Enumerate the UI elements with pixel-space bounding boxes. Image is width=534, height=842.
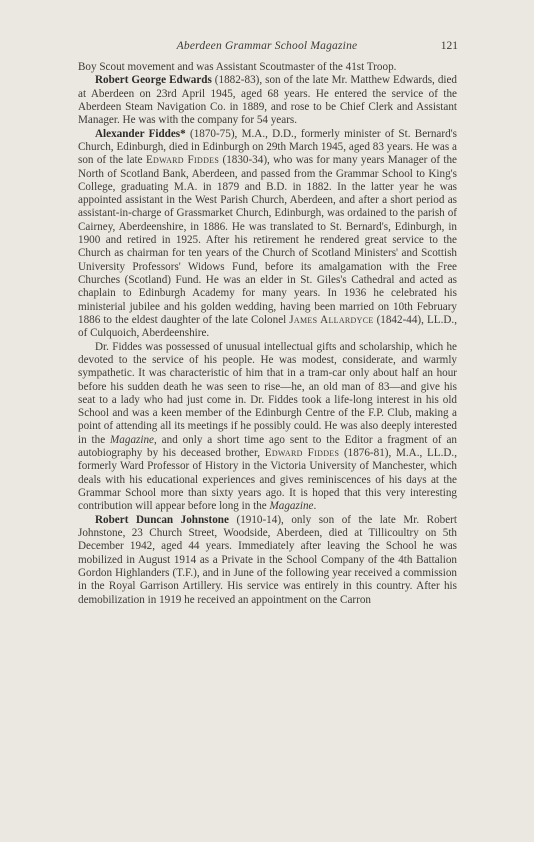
page-header bbox=[0, 40, 534, 56]
magazine-title: Magazine bbox=[110, 433, 154, 446]
obituary-entry-edwards bbox=[78, 74, 457, 127]
entry-text: (1910-14), only son of the late Mr. Robert Johnstone, 23 Church Street, Woodside, Aberdeen, died at Tillicoultry on 5th December 1942, aged 44 years. Immediately after leaving the School he was mobilized in August 1914 as a Private in the School Company of the 4th Battalion Gordon Highlanders (T.F.), and in June of the following year received a commission in the Royal Garrison Artillery. His service was entirely in this country. After his demobilization in 1919 he received an appointment on the Carron bbox=[78, 513, 457, 606]
entry-text: (1842-44), LL.D., of Culquoich, Aberdeenshire. bbox=[78, 313, 457, 340]
entry-name: Robert George Edwards bbox=[95, 74, 212, 87]
page-number: 121 bbox=[440, 40, 458, 52]
entry-text: (1830-34), who was for many years Manager of the North of Scotland Bank, Aberdeen, and passed from the Grammar School to King's College, graduating M.A. in 1879 and B.D. in 1882. In the latter year he was appointed assistant in the West Parish Church, Aberdeen, and after a short period as assistant-in-charge of Grassmarket Church, Edinburgh, was ordained to the parish of Cairney, Aberdeenshire, in 1886. He was translated to St. Bernard's, Edinburgh, in 1900 and retired in 1925. After his retirement he rendered great service to the Church as chairman for ten years of the Church of Scotland Ministers' and Scottish University Professors' Widows Fund, before its amalgamation with the Free Churches (Scotland) Fund. He was an elder in St. Giles's Cathedral and acted as chaplain to Edinburgh Academy for many years. In 1936 he celebrated his ministerial jubilee and his golden wedding, having been married on 10th February 1886 to the eldest daughter of the late Colonel bbox=[78, 154, 458, 326]
entry-text: (1870-75), M.A., D.D., formerly minister of St. Bernard's Church, Edinburgh, died in Edinburgh on 29th March 1945, aged 83 years. He was a son of the late bbox=[78, 127, 457, 167]
entry-name: Alexander Fiddes* bbox=[95, 127, 186, 140]
obituary-entry-fiddes bbox=[78, 128, 457, 341]
person-name-smallcaps: Edward Fiddes bbox=[264, 447, 340, 460]
magazine-title: Magazine bbox=[269, 500, 314, 513]
obituary-entry-fiddes-continued bbox=[78, 341, 457, 514]
entry-text: (1876-81), M.A., LL.D., formerly Ward Professor of History in the Victoria University of Manchester, which deals with his educational experiences and gives reminiscences of his days at the Grammar School more than sixty years ago. It is hoped that this very interesting contribution will appear before long in the bbox=[78, 447, 457, 513]
person-name-smallcaps: Edward Fiddes bbox=[145, 154, 220, 167]
article-body bbox=[78, 61, 457, 607]
obituary-entry-johnstone bbox=[78, 514, 457, 607]
entry-text: . bbox=[313, 500, 317, 513]
entry-text: Dr. Fiddes was possessed of unusual intellectual gifts and scholarship, which he devoted to the service of his people. He was modest, considerate, and warmly sympathetic. It was characteristic of him that in a tram-car only about half an hour before his sudden death he was seen to rise—he, an old man of 83—and give his seat to a lady who had just come in. Dr. Fiddes took a life-long interest in his old School and was a keen member of the Edinburgh Centre of the F.P. Club, making a point of attending all its meetings if he possibly could. He was also deeply interested in the bbox=[78, 340, 457, 446]
entry-text: , and only a short time ago sent to the Editor a fragment of an autobiography by his deceased brother, bbox=[78, 433, 457, 460]
entry-name: Robert Duncan Johnstone bbox=[95, 513, 229, 526]
continued-paragraph: Boy Scout movement and was Assistant Scoutmaster of the 41st Troop. bbox=[78, 61, 397, 73]
running-title: Aberdeen Grammar School Magazine bbox=[176, 40, 358, 52]
person-name-smallcaps: James Allardyce bbox=[289, 313, 374, 326]
entry-text: (1882-83), son of the late Mr. Matthew Edwards, died at Aberdeen on 23rd April 1945, aged 68 years. He entered the service of the Aberdeen Steam Navigation Co. in 1889, and rose to be Chief Clerk and Assistant Manager. He was with the company for 54 years. bbox=[78, 74, 458, 127]
